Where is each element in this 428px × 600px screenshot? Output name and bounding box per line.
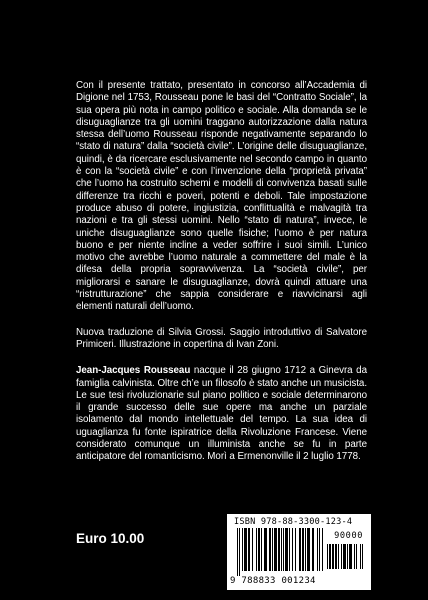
isbn-number: ISBN 978-88-3300-123-4: [234, 517, 353, 527]
isbn-barcode: [227, 514, 371, 590]
ean-barcode-bars-icon: [237, 528, 323, 578]
author-bio: nacque il 28 giugno 1712 a Ginevra da famiglia calvinista. Oltre ch’e un filosofo è stato anche un musicista. Le sue tesi rivoluzionarie sul piano politico e sociale determinarono il grande successo delle sue opere ma anche un parziale isolamento dal mondo intellettuale del tempo. La sua idea di uguaglianza fu fonte ispiratrice della Rivoluzione Francese. Viene considerato comunque un illuminista anche se fu in parte anticipatore del romanticismo. Morì a Ermenonville il 2 luglio 1778.: [76, 365, 367, 463]
price-addon-code: 90000: [334, 531, 363, 541]
credits-paragraph: Nuova traduzione di Silvia Grossi. Saggio introduttivo di Salvatore Primiceri. Illustrazione in copertina di Ivan Zoni.: [76, 326, 367, 350]
author-name: Jean-Jacques Rousseau: [76, 365, 191, 377]
price-label: Euro 10.00: [76, 531, 145, 546]
author-bio-paragraph: [76, 365, 367, 463]
addon-barcode-bars-icon: [327, 544, 363, 580]
ean-digits: 9 788833 001234: [230, 576, 316, 586]
back-cover-text: [76, 80, 367, 464]
synopsis-paragraph: Con il presente trattato, presentato in concorso all’Accademia di Digione nel 1753, Rousseau pone le basi del “Contratto Sociale”, la sua opera più nota in campo politico e sociale. Alla domanda se le disuguaglianze tra gli uomini traggano autorizzazione dalla natura stessa dell’uomo Rousseau risponde negativamente separando lo “stato di natura” dalla “società civile”. L’origine delle disuguaglianze, quindi, è da ricercare esclusivamente nel secondo campo in quanto è con la “società civile” e con l’invenzione della “proprietà privata” che l’uomo ha costruito schemi e modelli di convivenza basati sulle differenze tra ricchi e poveri, potenti e deboli. Tale impostazione produce abuso di potere, ingiustizia, conflittualità e malvagità tra nazioni e tra gli stessi uomini. Nello “stato di natura”, invece, le uniche disuguaglianze sono quelle fisiche; l’uomo è per natura buono e per niente incline a veder soffrire i suoi simili. L’unico motivo che avrebbe l’uomo naturale a commettere del male è la difesa della propria sopravvivenza. La “società civile”, per migliorarsi e sanare le disuguaglianze, dovrà quindi attuare una “ristrutturazione” che sappia considerare e riavvicinarsi agli elementi naturali dell’uomo.: [76, 80, 367, 313]
